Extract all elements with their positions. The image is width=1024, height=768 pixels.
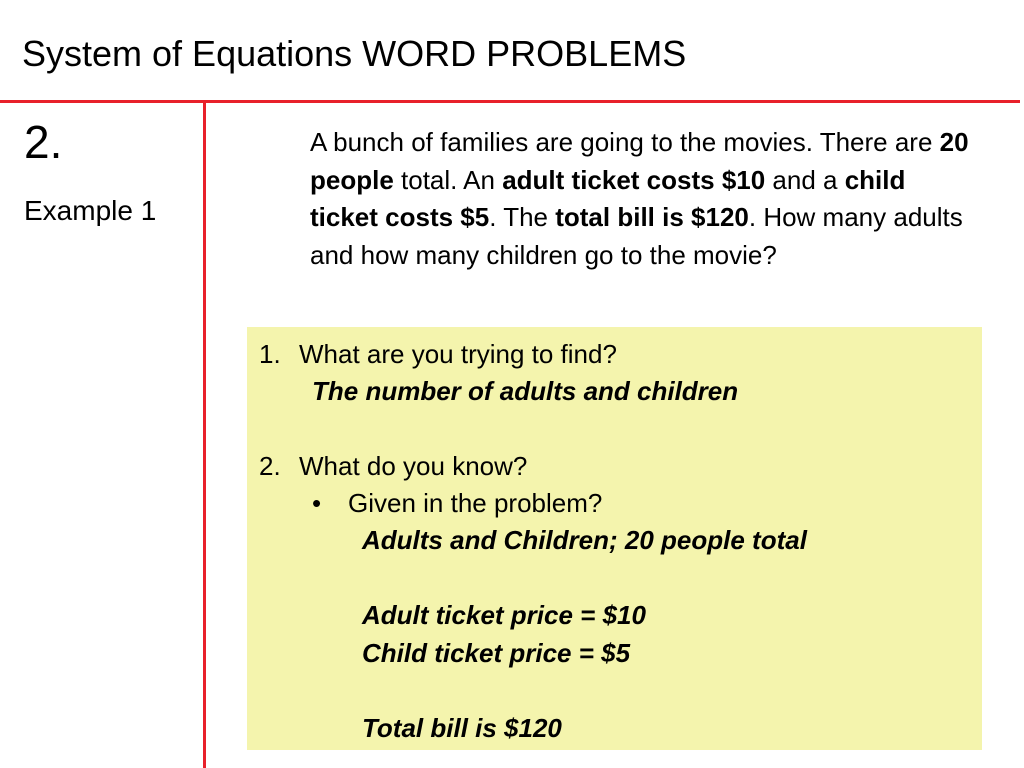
column-divider [203,100,206,768]
known-total-bill: Total bill is $120 [362,713,562,743]
title-divider [0,100,1020,103]
problem-number: 2. [24,116,63,168]
known-child-price: Child ticket price = $5 [362,638,631,668]
step-2-question: What do you know? [299,451,528,481]
problem-text: total. An [393,164,503,195]
step-2-subquestion: Given in the problem? [348,488,603,518]
step-2-number: 2. [259,451,281,481]
problem-text: and a [765,164,845,195]
step-1-answer: The number of adults and children [312,376,739,406]
example-label: Example 1 [24,195,157,226]
slide-title: System of Equations WORD PROBLEMS [22,33,687,74]
known-adult-price: Adult ticket price = $10 [362,600,646,630]
known-people-total: Adults and Children; 20 people total [362,525,807,555]
problem-emphasis: 20 people [310,127,969,195]
problem-emphasis: total bill is $120 [555,202,749,232]
problem-text: . The [489,202,556,232]
problem-text: A bunch of families are going to the movies. There are [310,127,940,157]
problem-text: . How many adults and how many children go to the movie? [310,202,963,270]
step-1-number: 1. [259,339,281,369]
step-1-question: What are you trying to find? [299,339,617,369]
problem-statement [310,124,970,274]
problem-emphasis: adult ticket costs $10 [502,164,766,195]
solution-steps-box [247,327,982,750]
bullet-icon: • [312,488,322,518]
problem-emphasis: child ticket costs $5 [310,164,906,232]
